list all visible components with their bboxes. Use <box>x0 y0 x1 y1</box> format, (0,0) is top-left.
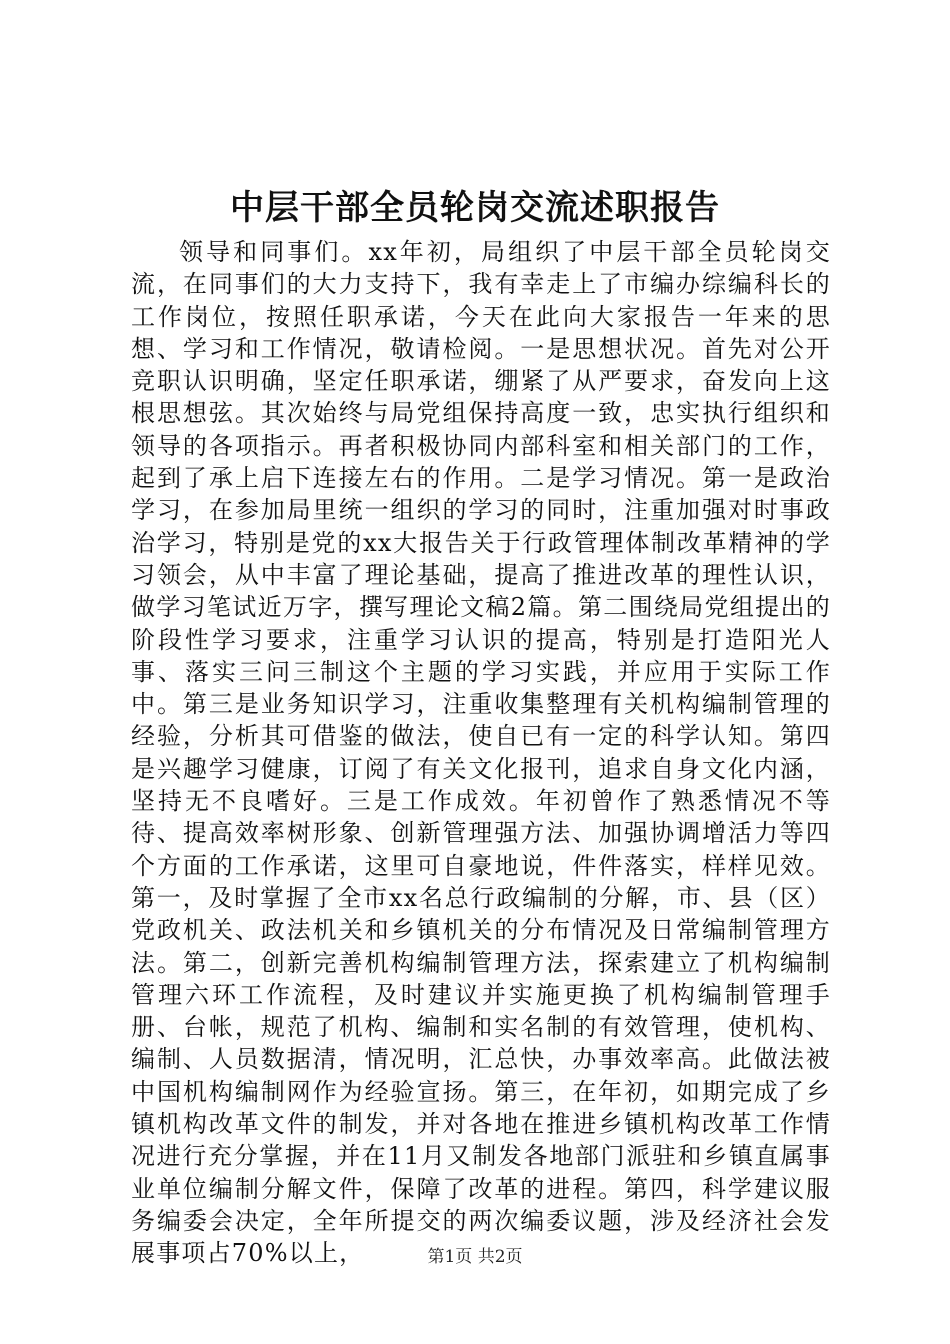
page-number: 第1页 <box>427 1247 473 1267</box>
page-total: 共2页 <box>477 1247 523 1267</box>
page-footer <box>0 1245 950 1269</box>
document-title: 中层干部全员轮岗交流述职报告 <box>230 188 720 228</box>
document-body: 领导和同事们。xx年初，局组织了中层干部全员轮岗交流，在同事们的大力支持下，我有幸走上了市编办综编科长的工作岗位，按照任职承诺，今天在此向大家报告一年来的思想、学习和工作情况，敬请检阅。一是思想状况。首先对公开竞职认识明确，坚定任职承诺，绷紧了从严要求，奋发向上这根思想弦。其次始终与局党组保持高度一致，忠实执行组织和领导的各项指示。再者积极协同内部科室和相关部门的工作，起到了承上启下连接左右的作用。二是学习情况。第一是政治学习，在参加局里统一组织的学习的同时，注重加强对时事政治学习，特别是党的xx大报告关于行政管理体制改革精神的学习领会，从中丰富了理论基础，提高了推进改革的理性认识，做学习笔试近万字，撰写理论文稿2篇。第二围绕局党组提出的阶段性学习要求，注重学习认识的提高，特别是打造阳光人事、落实三问三制这个主题的学习实践，并应用于实际工作中。第三是业务知识学习，注重收集整理有关机构编制管理的经验，分析其可借鉴的做法，使自已有一定的科学认知。第四是兴趣学习健康，订阅了有关文化报刊，追求自身文化内涵，坚持无不良嗜好。三是工作成效。年初曾作了熟悉情况不等待、提高效率树形象、创新管理强方法、加强协调增活力等四个方面的工作承诺，这里可自豪地说，件件落实，样样见效。第一，及时掌握了全市xx名总行政编制的分解，市、县（区）党政机关、政法机关和乡镇机关的分布情况及日常编制管理方法。第二，创新完善机构编制管理方法，探索建立了机构编制管理六环工作流程，及时建议并实施更换了机构编制管理手册、台帐，规范了机构、编制和实名制的有效管理，使机构、编制、人员数据清，情况明，汇总快，办事效率高。此做法被中国机构编制网作为经验宣扬。第三，在年初，如期完成了乡镇机构改革文件的制发，并对各地在推进乡镇机构改革工作情况进行充分掌握，并在11月又制发各地部门派驻和乡镇直属事业单位编制分解文件，保障了改革的进程。第四，科学建议服务编委会决定，全年所提交的两次编委议题，涉及经济社会发展事项占70%以上， <box>131 238 831 1268</box>
